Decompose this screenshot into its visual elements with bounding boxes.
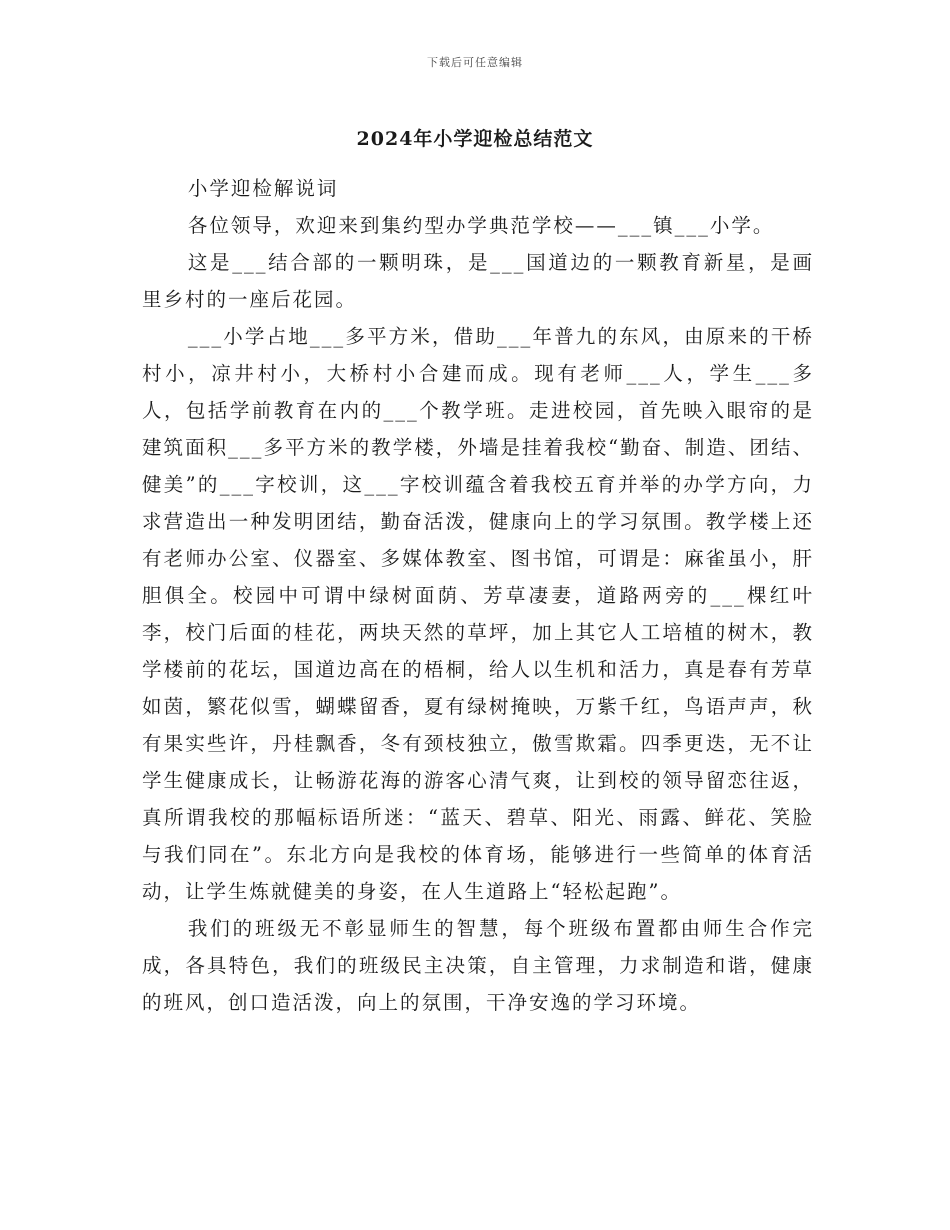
paragraph-subtitle: 小学迎检解说词 (187, 177, 339, 200)
page-header-note: 下载后可任意编辑 (427, 56, 523, 69)
document-body (142, 170, 814, 1021)
document-title: 2024年小学迎检总结范文 (356, 128, 594, 150)
paragraph-intro: 这是___结合部的一颗明珠，是___国道边的一颗教育新星，是画里乡村的一座后花园。 (142, 251, 814, 311)
paragraph-classes: 我们的班级无不彰显师生的智慧，每个班级布置都由师生合作完成，各具特色，我们的班级民主决策，自主管理，力求制造和谐，健康的班风，创口造活泼，向上的氛围，干净安逸的学习环境。 (142, 917, 814, 1014)
paragraph-greeting: 各位领导，欢迎来到集约型办学典范学校——___镇___小学。 (187, 214, 775, 237)
paragraph-campus: ___小学占地___多平方米，借助___年普九的东风，由原来的干桥村小，凉井村小，大桥村小合建而成。现有老师___人，学生___多人，包括学前教育在内的___个教学班。走进校园，首先映入眼帘的是建筑面积___多平方米的教学楼，外墙是挂着我校“勤奋、制造、团结、健美”的___字校训，这___字校训蕴含着我校五育并举的办学方向，力求营造出一种发明团结，勤奋活泼，健康向上的学习氛围。教学楼上还有老师办公室、仪器室、多媒体教室、图书馆，可谓是：麻雀虽小，肝胆俱全。校园中可谓中绿树面荫、芳草凄妻，道路两旁的___棵红叶李，校门后面的桂花，两块天然的草坪，加上其它人工培植的树木，教学楼前的花坛，国道边高在的梧桐，给人以生机和活力，真是春有芳草如茵，繁花似雪，蝴蝶留香，夏有绿树掩映，万紫千红，鸟语声声，秋有果实些许，丹桂飘香，冬有颈枝独立，傲雪欺霜。四季更迭，无不让学生健康成长，让畅游花海的游客心清气爽，让到校的领导留恋往返，真所谓我校的那幅标语所迷：“蓝天、碧草、阳光、雨露、鲜花、笑脸与我们同在”。东北方向是我校的体育场，能够进行一些简单的体育活动，让学生炼就健美的身姿，在人生道路上“轻松起跑”。 (142, 325, 814, 903)
